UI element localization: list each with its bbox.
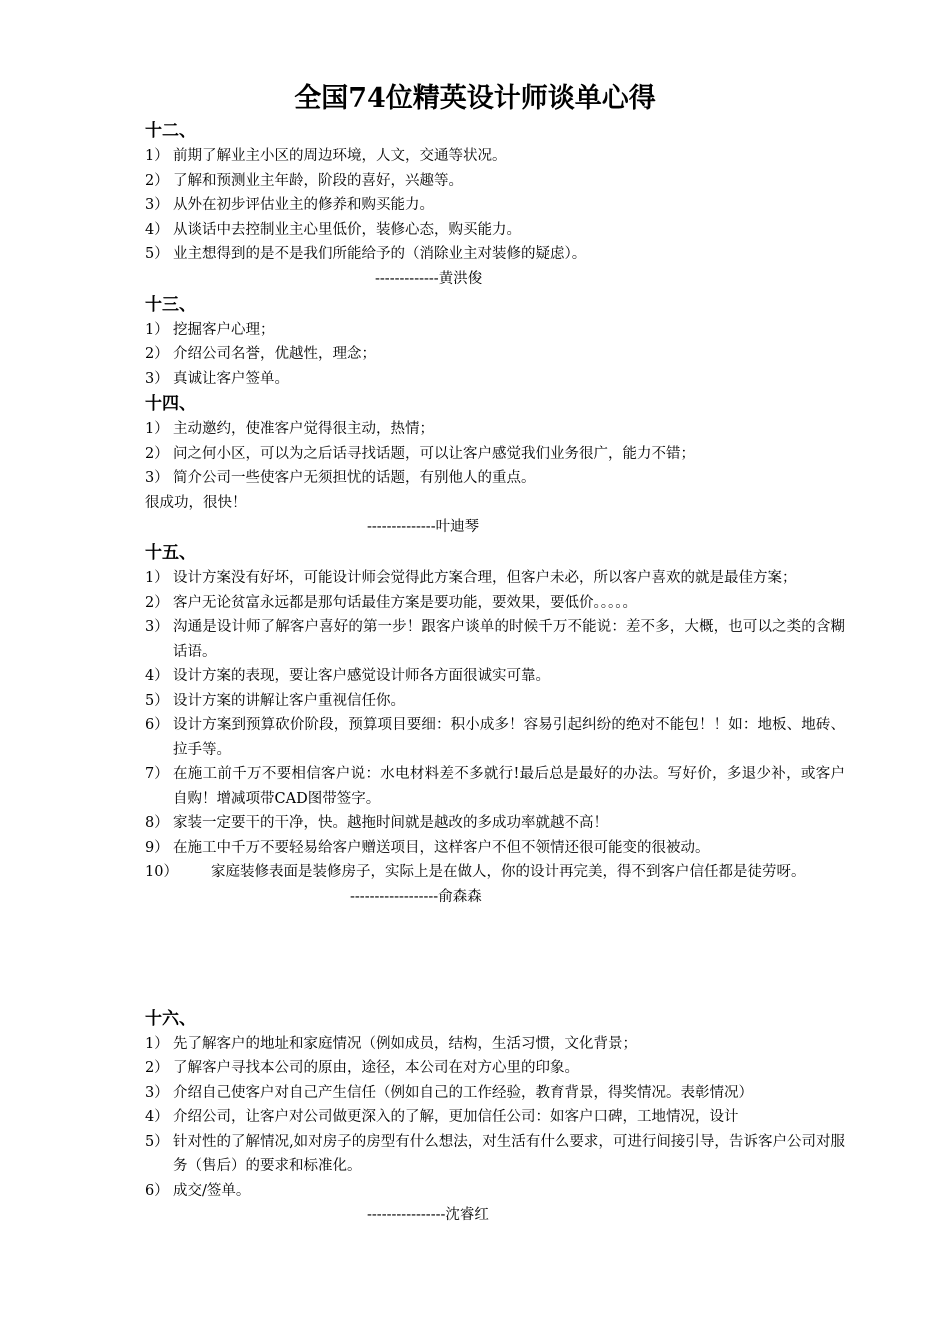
item-text: 家庭装修表面是装修房子，实际上是在做人，你的设计再完美，得不到客户信任都是徒劳呀。 (211, 864, 806, 880)
item-number: 2） (145, 594, 169, 611)
item-text: 简介公司一些使客户无须担忧的话题，有别他人的重点。 (173, 470, 536, 486)
item-text: 家装一定要干的干净，快。越拖时间就是越改的多成功率就越不高！ (173, 815, 608, 831)
list-item (145, 811, 845, 836)
page-gap (145, 910, 845, 1006)
item-number: 4） (145, 668, 169, 684)
list-item (145, 566, 845, 591)
item-number: 1） (145, 421, 169, 437)
item-number: 1） (145, 321, 169, 338)
item-text: 了解客户寻找本公司的原由，途径，本公司在对方心里的印象。 (173, 1060, 579, 1076)
item-text: 在施工中千万不要轻易给客户赠送项目，这样客户不但不领情还很可能变的很被动。 (173, 839, 710, 856)
document-body (145, 118, 845, 1228)
list-item (145, 860, 845, 885)
section-note: 很成功，很快！ (145, 494, 247, 511)
item-number: 3） (145, 197, 169, 213)
list-item (145, 713, 845, 762)
item-text: 真诚让客户签单。 (173, 370, 289, 387)
list-item (145, 664, 845, 689)
section-heading: 十二、 (145, 121, 196, 141)
item-text: 在施工前千万不要相信客户说：水电材料差不多就行!最后总是最好的办法。写好价，多退少补，或客户自购！增减项带CAD图带签字。 (173, 766, 845, 807)
list-item (145, 836, 845, 861)
item-text: 介绍自己使客户对自己产生信任（例如自己的工作经验，教育背景，得奖情况。表彰情况） (173, 1084, 753, 1101)
item-text: 介绍公司，让客户对公司做更深入的了解，更加信任公司：如客户口碑，工地情况，设计 (173, 1109, 739, 1125)
list-item (145, 1056, 845, 1081)
list-item (145, 342, 845, 367)
list-item (145, 367, 845, 392)
item-text: 从谈话中去控制业主心里低价，装修心态，购买能力。 (173, 221, 521, 238)
item-text: 了解和预测业主年龄，阶段的喜好，兴趣等。 (173, 172, 463, 189)
list-item (145, 218, 845, 243)
item-number: 1） (145, 570, 169, 586)
list-item (145, 442, 845, 467)
item-text: 客户无论贫富永远都是那句话最佳方案是要功能，要效果，要低价。。。。。 (173, 594, 637, 611)
section-heading: 十六、 (145, 1008, 196, 1029)
list-item (145, 1032, 845, 1057)
document-title: 全国74位精英设计师谈单心得 (294, 83, 656, 114)
item-number: 2） (145, 445, 169, 462)
item-text: 针对性的了解情况,如对房子的房型有什么想法，对生活有什么要求，可进行间接引导，告诉客户公司对服务（售后）的要求和标准化。 (173, 1133, 845, 1174)
item-number: 6） (145, 1182, 169, 1199)
list-item (145, 318, 845, 343)
item-number: 4） (145, 1109, 169, 1125)
item-number: 5） (145, 692, 169, 709)
list-item (145, 1130, 845, 1179)
item-number: 2） (145, 346, 169, 362)
item-number: 3） (145, 619, 169, 635)
list-item (145, 417, 845, 442)
item-text: 业主想得到的是不是我们所能给予的（消除业主对装修的疑虑）。 (173, 246, 587, 262)
list-item (145, 169, 845, 194)
item-text: 前期了解业主小区的周边环境，人文，交通等状况。 (173, 148, 507, 164)
item-text: 挖掘客户心理； (173, 321, 275, 338)
item-text: 设计方案没有好坏，可能设计师会觉得此方案合理，但客户未必，所以客户喜欢的就是最佳方案； (173, 570, 797, 586)
item-number: 1） (145, 148, 169, 164)
section-heading: 十五、 (145, 543, 196, 563)
item-text: 设计方案的表现，要让客户感觉设计师各方面很诚实可靠。 (173, 668, 550, 684)
item-number: 1） (145, 1035, 169, 1052)
item-text: 介绍公司名誉，优越性，理念； (173, 346, 376, 362)
item-number: 6） (145, 717, 169, 733)
item-text: 问之何小区，可以为之后话寻找话题，可以让客户感觉我们业务很广，能力不错； (173, 445, 695, 462)
item-number: 9） (145, 839, 169, 856)
list-item (145, 1081, 845, 1106)
item-number: 3） (145, 370, 169, 387)
list-item (145, 689, 845, 714)
item-text: 主动邀约，使准客户觉得很主动，热情； (173, 421, 434, 437)
list-item (145, 615, 845, 664)
author-signature: ------------------俞森森 (350, 888, 482, 905)
list-item (145, 242, 845, 267)
item-text: 设计方案的讲解让客户重视信任你。 (173, 692, 405, 709)
section-heading: 十三、 (145, 294, 196, 315)
item-number: 3） (145, 1084, 169, 1101)
item-text: 沟通是设计师了解客户喜好的第一步！跟客户谈单的时候千万不能说：差不多，大概，也可以之类的含糊话语。 (173, 619, 845, 660)
item-number: 8） (145, 815, 169, 831)
author-signature: ----------------沈睿红 (367, 1207, 489, 1223)
item-text: 先了解客户的地址和家庭情况（例如成员，结构，生活习惯，文化背景； (173, 1035, 637, 1052)
item-number: 2） (145, 1060, 169, 1076)
item-number: 4） (145, 221, 169, 238)
item-number: 5） (145, 246, 169, 262)
item-number: 5） (145, 1133, 169, 1150)
item-text: 设计方案到预算砍价阶段，预算项目要细：积小成多！容易引起纠纷的绝对不能包！！如：地板、地砖、拉手等。 (173, 717, 845, 758)
list-item (145, 144, 845, 169)
author-signature: -------------黄洪俊 (375, 270, 483, 287)
item-number: 10） (145, 864, 178, 880)
list-item (145, 1179, 845, 1204)
section-heading: 十四、 (145, 394, 196, 414)
list-item (145, 1105, 845, 1130)
item-number: 2） (145, 172, 169, 189)
list-item (145, 591, 845, 616)
item-number: 3） (145, 470, 169, 486)
list-item (145, 466, 845, 491)
list-item (145, 762, 845, 811)
item-number: 7） (145, 766, 169, 782)
item-text: 成交/签单。 (173, 1182, 251, 1199)
item-text: 从外在初步评估业主的修养和购买能力。 (173, 197, 434, 213)
list-item (145, 193, 845, 218)
author-signature: --------------叶迪琴 (367, 519, 480, 535)
